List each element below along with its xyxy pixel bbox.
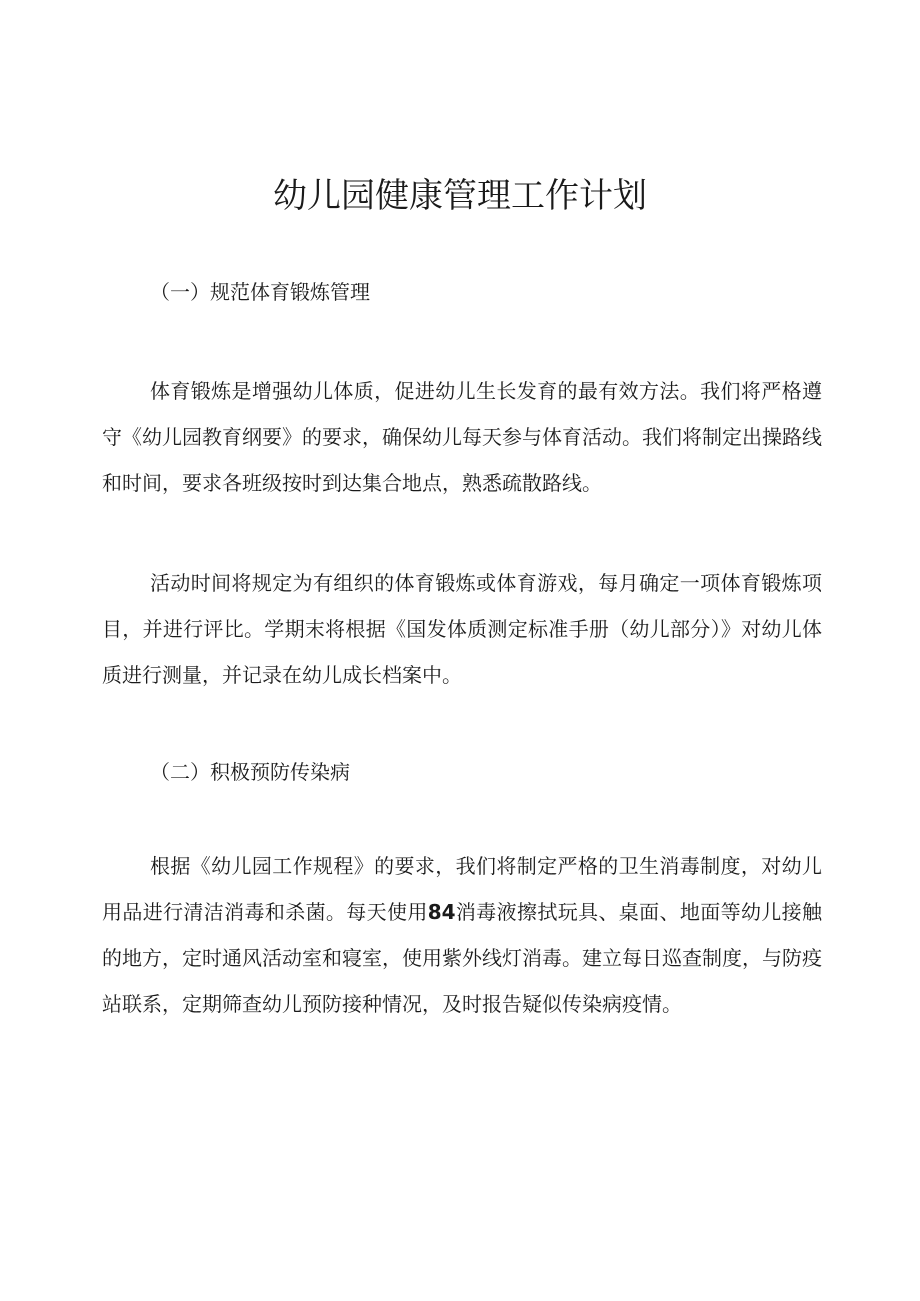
paragraph-text-before-number: 根据《幼儿园工作规程》的要求，我们将制定严格的卫生消毒制度，对幼儿用品进行清洁消毒和杀菌。每天使用 [102,854,822,924]
paragraph-text-after-number: 消毒液擦拭玩具、桌面、地面等幼儿接触的地方，定时通风活动室和寝室，使用紫外线灯消毒。建立每日巡查制度，与防疫站联系，定期筛查幼儿预防接种情况，及时报告疑似传染病疫情。 [102,900,823,1016]
section-2-paragraph-1 [102,843,822,1027]
section-heading-1: （一）规范体育锻炼管理 [150,280,370,304]
document-title: 幼儿园健康管理工作计划 [273,176,647,216]
section-1-paragraph-1: 体育锻炼是增强幼儿体质，促进幼儿生长发育的最有效方法。我们将严格遵守《幼儿园教育纲要》的要求，确保幼儿每天参与体育活动。我们将制定出操路线和时间，要求各班级按时到达集合地点，熟悉疏散路线。 [102,379,822,495]
section-heading-2: （二）积极预防传染病 [150,760,350,784]
section-1-paragraph-2: 活动时间将规定为有组织的体育锻炼或体育游戏，每月确定一项体育锻炼项目，并进行评比。学期末将根据《国发体质测定标准手册（幼儿部分）》对幼儿体质进行测量，并记录在幼儿成长档案中。 [102,571,822,687]
disinfectant-number: 84 [427,900,456,924]
